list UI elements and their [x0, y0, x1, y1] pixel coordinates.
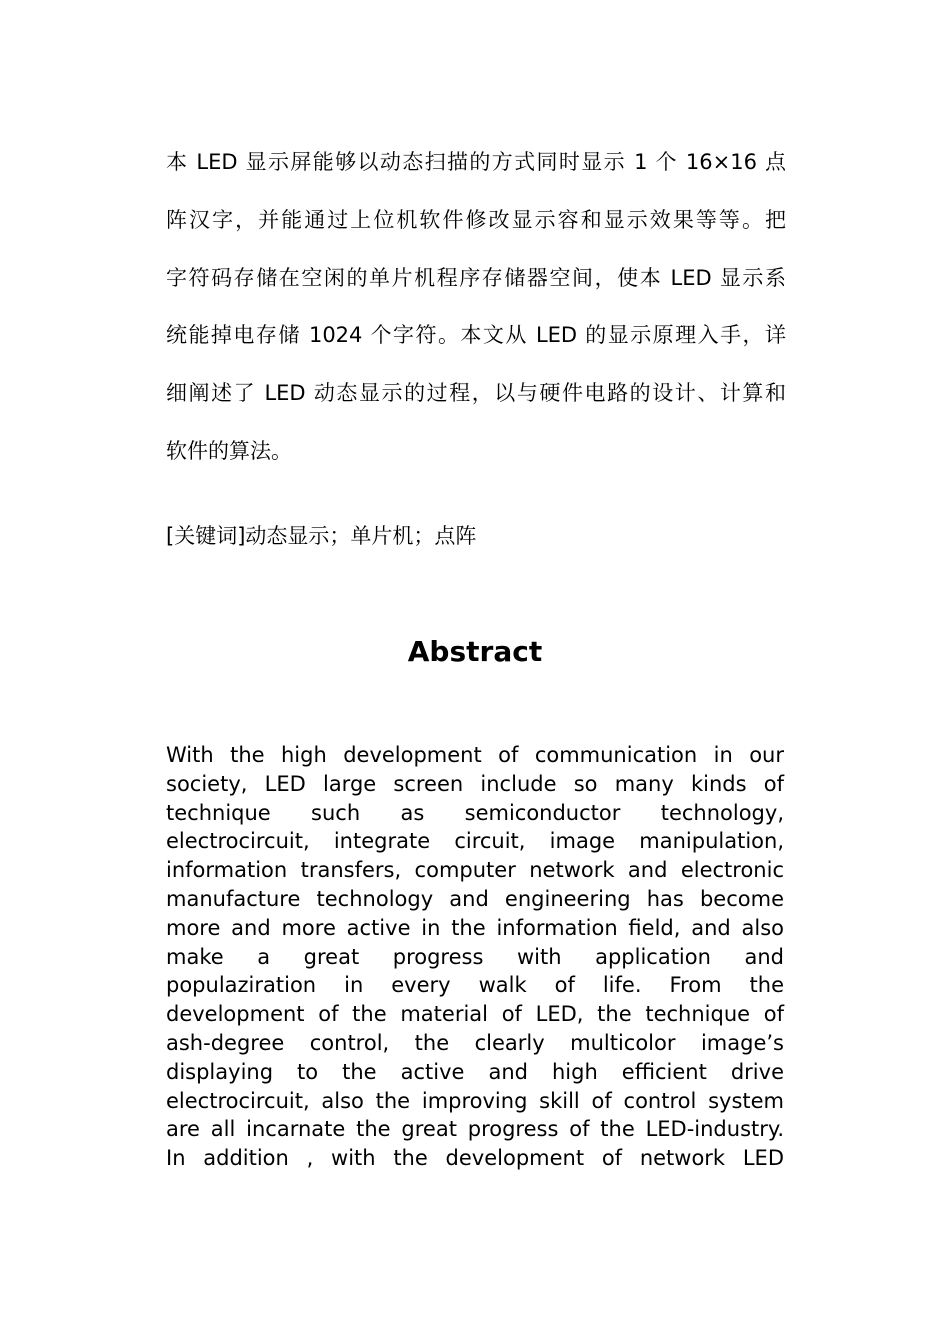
chinese-abstract-line: 软件的算法。 [166, 439, 292, 463]
english-abstract-body [166, 741, 784, 1173]
english-abstract-line: more and more active in the information field, and also [166, 915, 784, 940]
chinese-abstract-line: 阵汉字，并能通过上位机软件修改显示容和显示效果等等。把 [166, 208, 786, 232]
english-abstract-line: populaziration in every walk of life. From the [166, 973, 784, 998]
english-abstract-line: make a great progress with application and [166, 944, 784, 969]
chinese-abstract-line: 细阐述了 LED 动态显示的过程，以与硬件电路的设计、计算和 [166, 381, 786, 405]
english-abstract-line: With the high development of communication in our [166, 743, 784, 767]
chinese-keywords: [关键词]动态显示；单片机；点阵 [166, 524, 477, 548]
english-abstract-line: manufacture technology and engineering has become [166, 886, 784, 911]
english-abstract-line: ash-degree control, the clearly multicolor image’s [166, 1030, 784, 1055]
chinese-abstract-line: 统能掉电存储 1024 个字符。本文从 LED 的显示原理入手，详 [166, 323, 786, 347]
chinese-abstract-line: 本 LED 显示屏能够以动态扫描的方式同时显示 1 个 16×16 点 [166, 150, 786, 174]
english-abstract-line: development of the material of LED, the technique of [166, 1002, 784, 1027]
chinese-abstract-line: 字符码存储在空闲的单片机程序存储器空间，使本 LED 显示系 [166, 266, 786, 290]
english-abstract-line: In addition , with the development of network LED [166, 1146, 784, 1171]
abstract-heading: Abstract [407, 635, 543, 668]
english-abstract-line: electrocircuit, integrate circuit, image manipulation, [166, 829, 784, 854]
english-abstract-line: society, LED large screen include so many kinds of [166, 771, 784, 796]
english-abstract-line: technique such as semiconductor technology, [166, 800, 784, 825]
english-abstract-line: displaying to the active and high efficient drive [166, 1059, 784, 1084]
english-abstract-line: information transfers, computer network and electronic [166, 858, 784, 883]
english-abstract-line: electrocircuit, also the improving skill of control system [166, 1088, 784, 1113]
english-abstract-line: are all incarnate the great progress of the LED-industry. [166, 1117, 784, 1142]
